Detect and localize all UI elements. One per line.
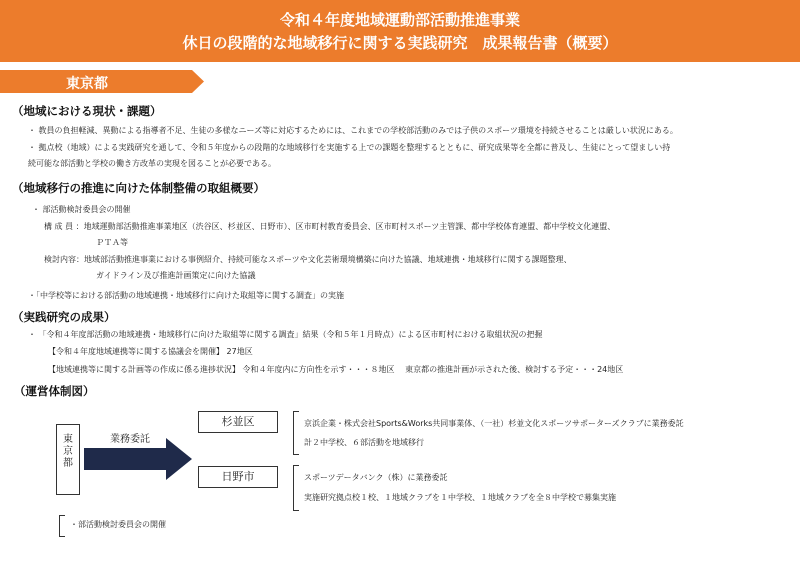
org-box-suginami: 杉並区 [198,411,278,433]
section-heading-structure: （運営体制図） [14,384,95,398]
section-heading-results: （実践研究の成果） [12,310,116,324]
org-item-survey: ・「中学校等における部活動の地域連携・地域移行に向けた取組等に関する調査」の実施 [28,291,344,300]
arrow-label: 業務委託 [110,434,150,445]
region-tag [0,70,204,93]
delegation-arrow [84,438,194,480]
title-line-2: 休日の段階的な地域移行に関する実践研究 成果報告書（概要） [182,34,618,52]
suginami-bracket [293,411,299,455]
committee-bracket [59,515,65,537]
title-line-1: 令和４年度地域運動部活動推進事業 [279,11,520,29]
members-line-2: ＰＴＡ等 [96,238,128,247]
suginami-detail-1: 京浜企業・株式会社Sports&Works共同事業体、（一社）杉並文化スポーツサポーターズクラブに業務委託 [304,419,684,428]
issue-line-2: ・ 拠点校（地域）による実践研究を通して、令和５年度からの段階的な地域移行を実施する上での課題を整理するとともに、研究成果等を全都に普及し、生徒にとって望ましい持 [28,143,671,152]
tokyo-label: 東 京 都 [63,434,73,469]
region-name: 東京都 [66,76,108,92]
hino-detail-2: 実施研究拠点校１校、１地域クラブを１中学校、１地域クラブを全８中学校で募集実施 [304,493,616,502]
org-item-committee: ・ 部活動検討委員会の開催 [32,205,131,214]
content-line-1: 検討内容：地域部活動推進事業における事例紹介、持続可能なスポーツや文化芸術環境構築に向けた協議、地域連携・地域移行に関する課題整理、 [44,255,572,264]
committee-note: ・部活動検討委員会の開催 [70,520,166,529]
section-heading-current-issues: （地域における現状・課題） [12,104,162,118]
org-box-hino: 日野市 [198,466,278,488]
members-line-1: 構 成 員 ：地域運動部活動推進事業地区（渋谷区、杉並区、日野市）、区市町村教育委員会、区市町村スポーツ主管課、都中学校体育連盟、都中学校文化連盟、 [44,222,616,231]
hino-bracket [293,465,299,511]
result-line-1: ・ 「令和４年度部活動の地域連携・地域移行に向けた取組等に関する調査」結果（令和５年１月時点）による区市町村における取組状況の把握 [28,330,543,339]
hino-detail-1: スポーツデータバンク（株）に業務委託 [304,473,448,482]
issue-line-3: 続可能な部活動と学校の働き方改革の実現を図ることが必要である。 [28,159,276,168]
content-line-2: ガイドライン及び推進計画策定に向けた協議 [96,271,256,280]
result-line-3: 【地域連携等に関する計画等の作成に係る進捗状況】 令和４年度内に方向性を示す・・・８地区 東京都の推進計画が示された後、検討する予定・・・24地区 [48,365,624,374]
title-banner [0,0,800,62]
issue-line-1: ・ 教員の負担軽減、異動による指導者不足、生徒の多様なニーズ等に対応するためには、これまでの学校部活動のみでは子供のスポーツ環境を持続させることは厳しい状況にある。 [28,126,678,135]
suginami-detail-2: 計２中学校、６部活動を地域移行 [304,438,424,447]
tokyo-box [56,424,80,495]
result-line-2: 【令和４年度地域連携等に関する協議会を開催】 27地区 [48,347,253,356]
section-heading-organization: （地域移行の推進に向けた体制整備の取組概要） [12,181,265,195]
